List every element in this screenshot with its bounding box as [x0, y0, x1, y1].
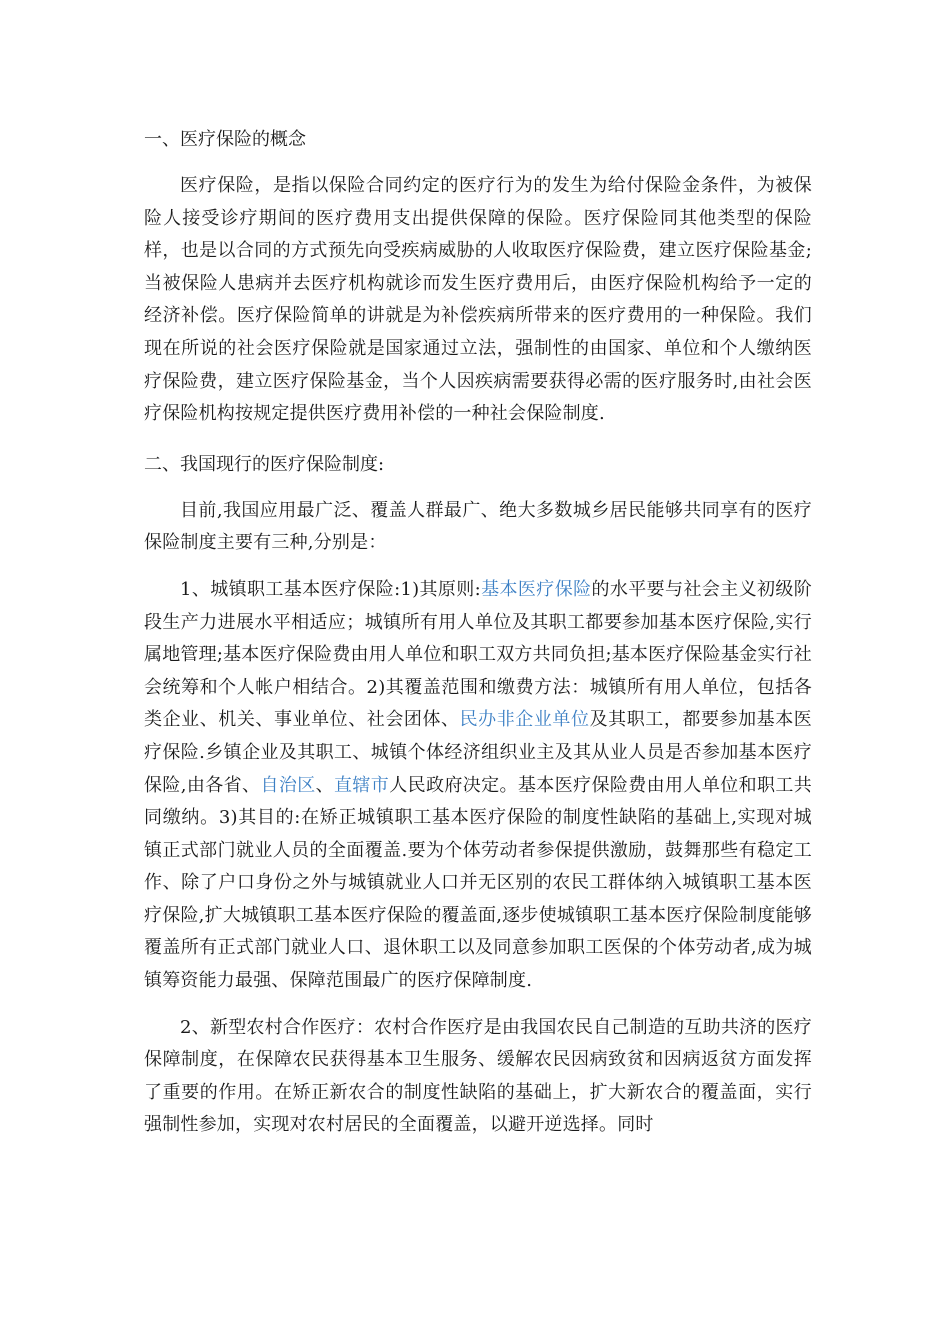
text-segment: 的水平要与社会主义初级阶段生产力进展水平相适应；城镇所有用人单位及其职工都要参加基本医疗保险,实行属地管理;基本医疗保险费由用人单位和职工双方共同负担;基本医疗保险基金实行社会统筹和个人帐户相结合。2)其覆盖范围和缴费方法：城镇所有用人单位，包括各类企业、机关、事业单位、社会团体、	[144, 578, 812, 731]
link-basic-medical-insurance[interactable]: 基本医疗保险	[480, 578, 592, 600]
text-segment: 、	[315, 774, 335, 796]
paragraph-urban-employee-insurance	[144, 574, 812, 998]
text-segment: 及其职工，都要参加基本医疗保险.乡镇企业及其职工、城镇个体经济组织业主及其从业人员是否参加基本医疗保险,由各省、	[144, 709, 812, 796]
link-municipality[interactable]: 直辖市	[334, 774, 390, 796]
text-segment: 1、城镇职工基本医疗保险:1)其原则:	[180, 578, 481, 600]
document-page	[144, 124, 812, 1156]
paragraph-concept: 医疗保险，是指以保险合同约定的医疗行为的发生为给付保险金条件，为被保险人接受诊疗期间的医疗费用支出提供保障的保险。医疗保险同其他类型的保险样，也是以合同的方式预先向受疾病威胁的人收取医疗保险费，建立医疗保险基金;当被保险人患病并去医疗机构就诊而发生医疗费用后，由医疗保险机构给予一定的经济补偿。医疗保险简单的讲就是为补偿疾病所带来的医疗费用的一种保险。我们现在所说的社会医疗保险就是国家通过立法，强制性的由国家、单位和个人缴纳医疗保险费，建立医疗保险基金，当个人因疾病需要获得必需的医疗服务时,由社会医疗保险机构按规定提供医疗费用补偿的一种社会保险制度.	[144, 175, 812, 425]
paragraph-intro: 目前,我国应用最广泛、覆盖人群最广、绝大多数城乡居民能够共同享有的医疗保险制度主要有三种,分别是：	[144, 499, 812, 554]
section-heading-concept: 一、医疗保险的概念	[144, 129, 306, 150]
link-private-non-enterprise-unit[interactable]: 民办非企业单位	[459, 709, 590, 731]
section-heading-current-system: 二、我国现行的医疗保险制度:	[144, 453, 385, 475]
paragraph-rural-cooperative-medical: 2、新型农村合作医疗：农村合作医疗是由我国农民自己制造的互助共济的医疗保障制度，在保障农民获得基本卫生服务、缓解农民因病致贫和因病返贫方面发挥了重要的作用。在矫正新农合的制度性缺陷的基础上，扩大新农合的覆盖面，实行强制性参加，实现对农村居民的全面覆盖，以避开逆选择。同时	[144, 1016, 812, 1136]
text-segment: 人民政府决定。基本医疗保险费由用人单位和职工共同缴纳。3)其目的:在矫正城镇职工基本医疗保险的制度性缺陷的基础上,实现对城镇正式部门就业人员的全面覆盖.要为个体劳动者参保提供激励，鼓舞那些有稳定工作、除了户口身份之外与城镇就业人口并无区别的农民工群体纳入城镇职工基本医疗保险,扩大城镇职工基本医疗保险的覆盖面,逐步使城镇职工基本医疗保险制度能够覆盖所有正式部门就业人口、退休职工以及同意参加职工医保的个体劳动者,成为城镇筹资能力最强、保障范围最广的医疗保障制度.	[144, 774, 812, 992]
link-autonomous-region[interactable]: 自治区	[260, 774, 316, 796]
